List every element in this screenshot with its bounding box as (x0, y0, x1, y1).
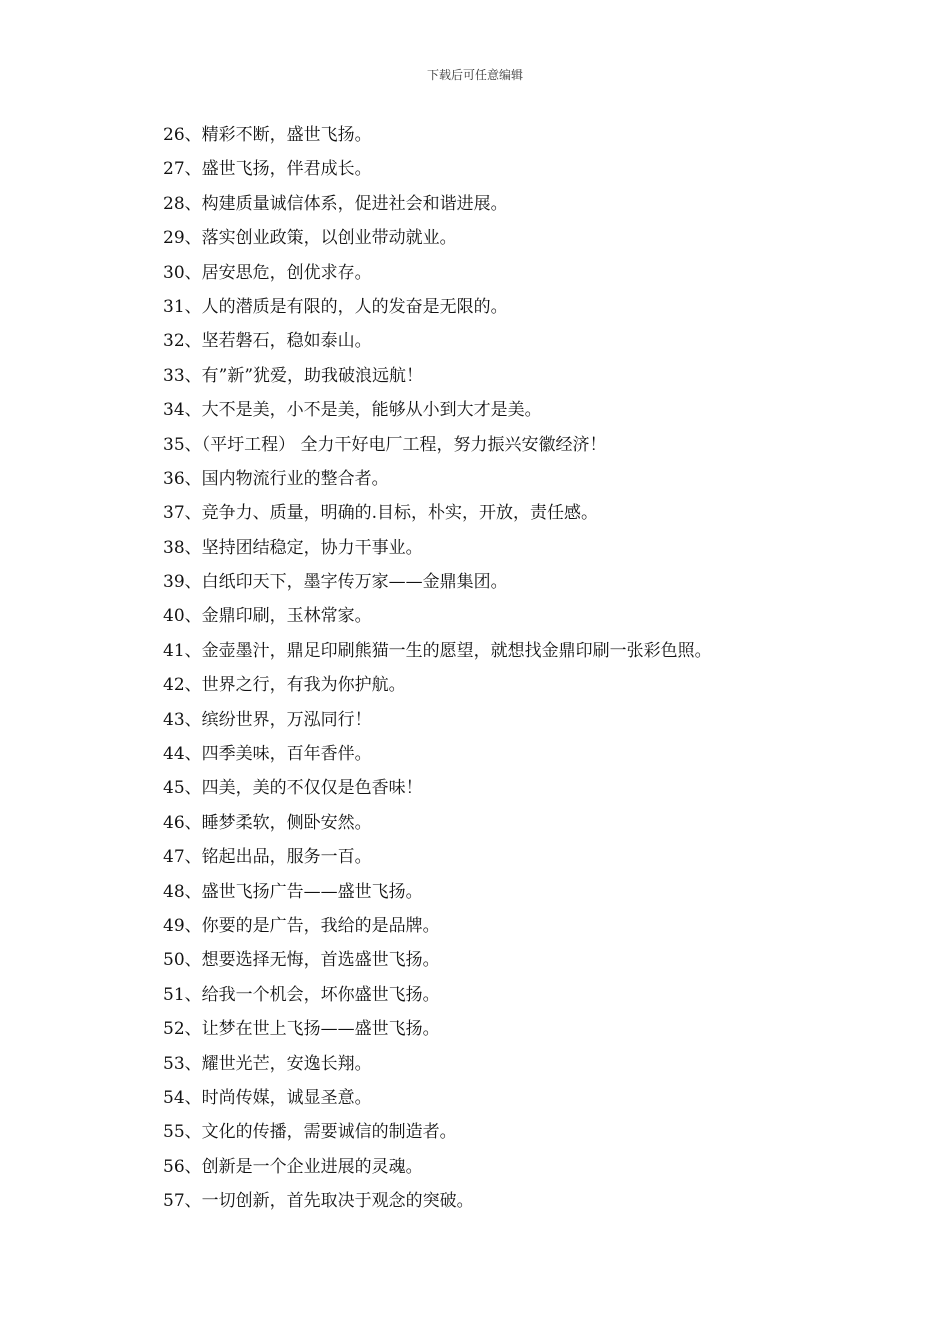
slogan-line: 31、人的潜质是有限的，人的发奋是无限的。 (163, 296, 508, 317)
slogan-line: 51、给我一个机会，坏你盛世飞扬。 (163, 984, 440, 1005)
slogan-line: 28、构建质量诚信体系，促进社会和谐进展。 (163, 193, 508, 214)
slogan-line: 53、耀世光芒，安逸长翔。 (163, 1053, 372, 1074)
slogan-line: 41、金壶墨汁，鼎足印刷熊猫一生的愿望，就想找金鼎印刷一张彩色照。 (163, 640, 712, 661)
slogan-line: 36、国内物流行业的整合者。 (163, 468, 389, 489)
slogan-line: 26、精彩不断，盛世飞扬。 (163, 125, 372, 145)
slogan-line: 40、金鼎印刷，玉林常家。 (163, 606, 372, 627)
slogan-line: 30、居安思危，创优求存。 (163, 262, 372, 283)
slogan-line: 57、一切创新，首先取决于观念的突破。 (163, 1191, 474, 1212)
slogan-line: 34、大不是美，小不是美，能够从小到大才是美。 (163, 400, 542, 421)
page-header: 下载后可任意编辑 (426, 68, 523, 82)
slogan-list (163, 124, 863, 1225)
slogan-line: 50、想要选择无悔，首选盛世飞扬。 (163, 950, 440, 971)
slogan-line: 39、白纸印天下，墨字传万家——金鼎集团。 (163, 572, 508, 593)
slogan-line: 55、文化的传播，需要诚信的制造者。 (163, 1122, 457, 1143)
slogan-line: 52、让梦在世上飞扬——盛世飞扬。 (163, 1019, 440, 1040)
slogan-line: 38、坚持团结稳定，协力干事业。 (163, 537, 423, 558)
slogan-line: 48、盛世飞扬广告——盛世飞扬。 (163, 881, 423, 902)
slogan-line: 42、世界之行，有我为你护航。 (163, 675, 406, 696)
slogan-line: 46、睡梦柔软，侧卧安然。 (163, 812, 372, 833)
slogan-line: 32、坚若磐石，稳如泰山。 (163, 331, 372, 352)
slogan-line: 29、落实创业政策，以创业带动就业。 (163, 228, 457, 249)
slogan-line: 54、时尚传媒，诚显圣意。 (163, 1087, 372, 1108)
slogan-line: 27、盛世飞扬，伴君成长。 (163, 159, 372, 180)
slogan-line: 56、创新是一个企业进展的灵魂。 (163, 1156, 423, 1177)
slogan-line: 47、铭起出品，服务一百。 (163, 847, 372, 868)
slogan-line: 33、有”新”犹爱，助我破浪远航！ (163, 365, 424, 386)
slogan-line: 43、缤纷世界，万泓同行！ (163, 709, 372, 730)
slogan-line: 49、你要的是广告，我给的是品牌。 (163, 915, 440, 936)
slogan-line: 37、竞争力、质量，明确的.目标，朴实，开放，责任感。 (163, 503, 599, 524)
slogan-line: 44、四季美味，百年香伴。 (163, 744, 372, 765)
slogan-line: 45、四美，美的不仅仅是色香味！ (163, 778, 423, 799)
slogan-line: 35、（平圩工程） 全力干好电厂工程，努力振兴安徽经济！ (163, 434, 607, 455)
